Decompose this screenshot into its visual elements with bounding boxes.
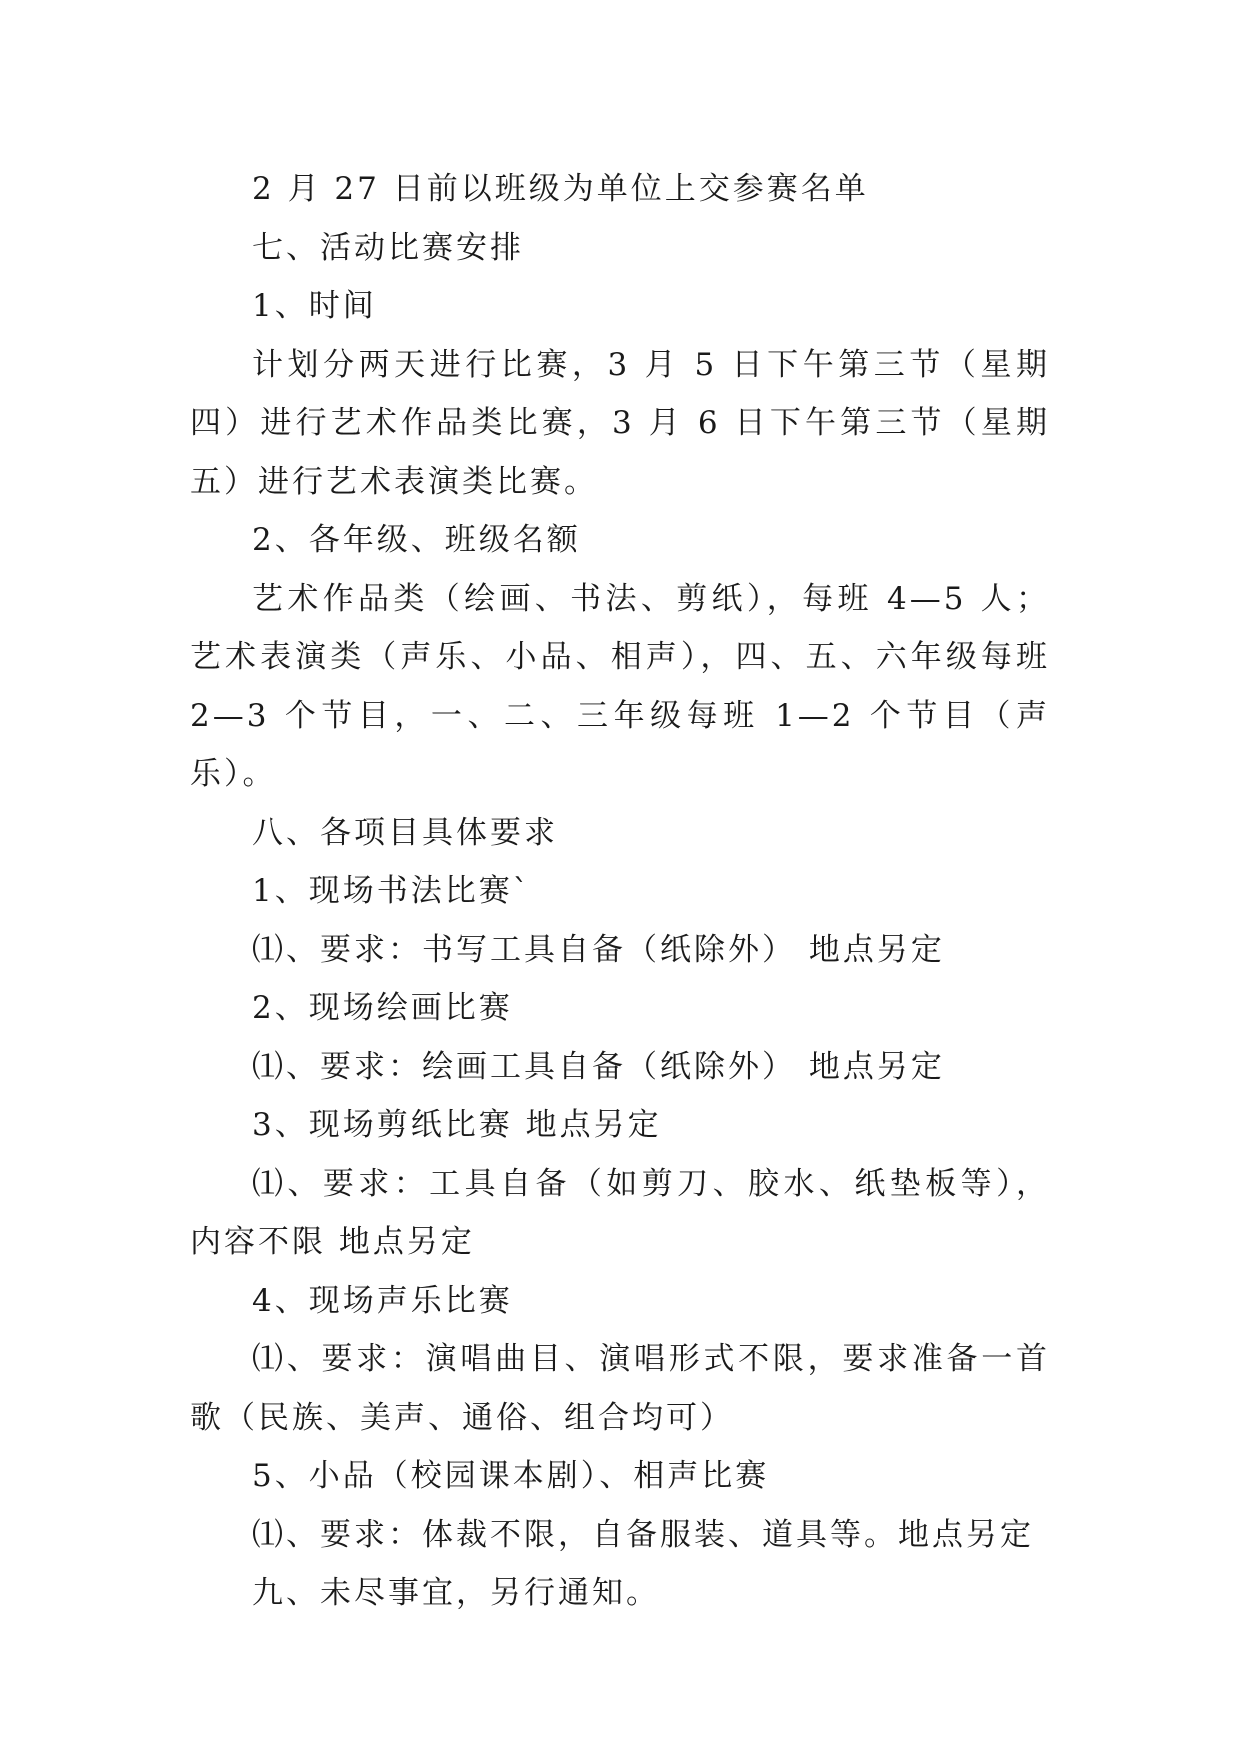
- subheading-skit-crosstalk: 5、小品（校园课本剧）、相声比赛: [252, 1458, 770, 1494]
- document-body: [190, 160, 1050, 1623]
- paragraph-submission-deadline: 2 月 27 日前以班级为单位上交参赛名单: [252, 171, 869, 207]
- paragraph-calligraphy-requirements: ⑴、要求：书写工具自备（纸除外） 地点另定: [252, 931, 945, 968]
- heading-section-nine: 九、未尽事宜，另行通知。: [252, 1575, 660, 1611]
- paragraph-quota: 艺术作品类（绘画、书法、剪纸），每班 4—5 人；艺术表演类（声乐、小品、相声），四、五、六年级每班 2—3 个节目，一、二、三年级每班 1—2 个节目（声乐）。: [190, 580, 1050, 792]
- subheading-quota: 2、各年级、班级名额: [252, 522, 581, 558]
- subheading-time: 1、时间: [252, 288, 377, 324]
- paragraph-skit-requirements: ⑴、要求：体裁不限，自备服装、道具等。地点另定: [252, 1516, 1034, 1553]
- subheading-calligraphy: 1、现场书法比赛`: [252, 873, 532, 909]
- paragraph-papercut-requirements: ⑴、要求：工具自备（如剪刀、胶水、纸垫板等），内容不限 地点另定: [190, 1165, 1050, 1260]
- subheading-painting: 2、现场绘画比赛: [252, 990, 513, 1026]
- heading-section-seven: 七、活动比赛安排: [252, 229, 524, 266]
- subheading-papercut: 3、现场剪纸比赛 地点另定: [252, 1107, 662, 1143]
- subheading-vocal: 4、现场声乐比赛: [252, 1282, 513, 1319]
- paragraph-schedule: 计划分两天进行比赛，3 月 5 日下午第三节（星期四）进行艺术作品类比赛，3 月 6 日下午第三节（星期五）进行艺术表演类比赛。: [190, 346, 1050, 500]
- heading-section-eight: 八、各项目具体要求: [252, 814, 558, 851]
- paragraph-vocal-requirements: ⑴、要求：演唱曲目、演唱形式不限，要求准备一首歌（民族、美声、通俗、组合均可）: [190, 1341, 1050, 1436]
- paragraph-painting-requirements: ⑴、要求：绘画工具自备（纸除外） 地点另定: [252, 1048, 945, 1085]
